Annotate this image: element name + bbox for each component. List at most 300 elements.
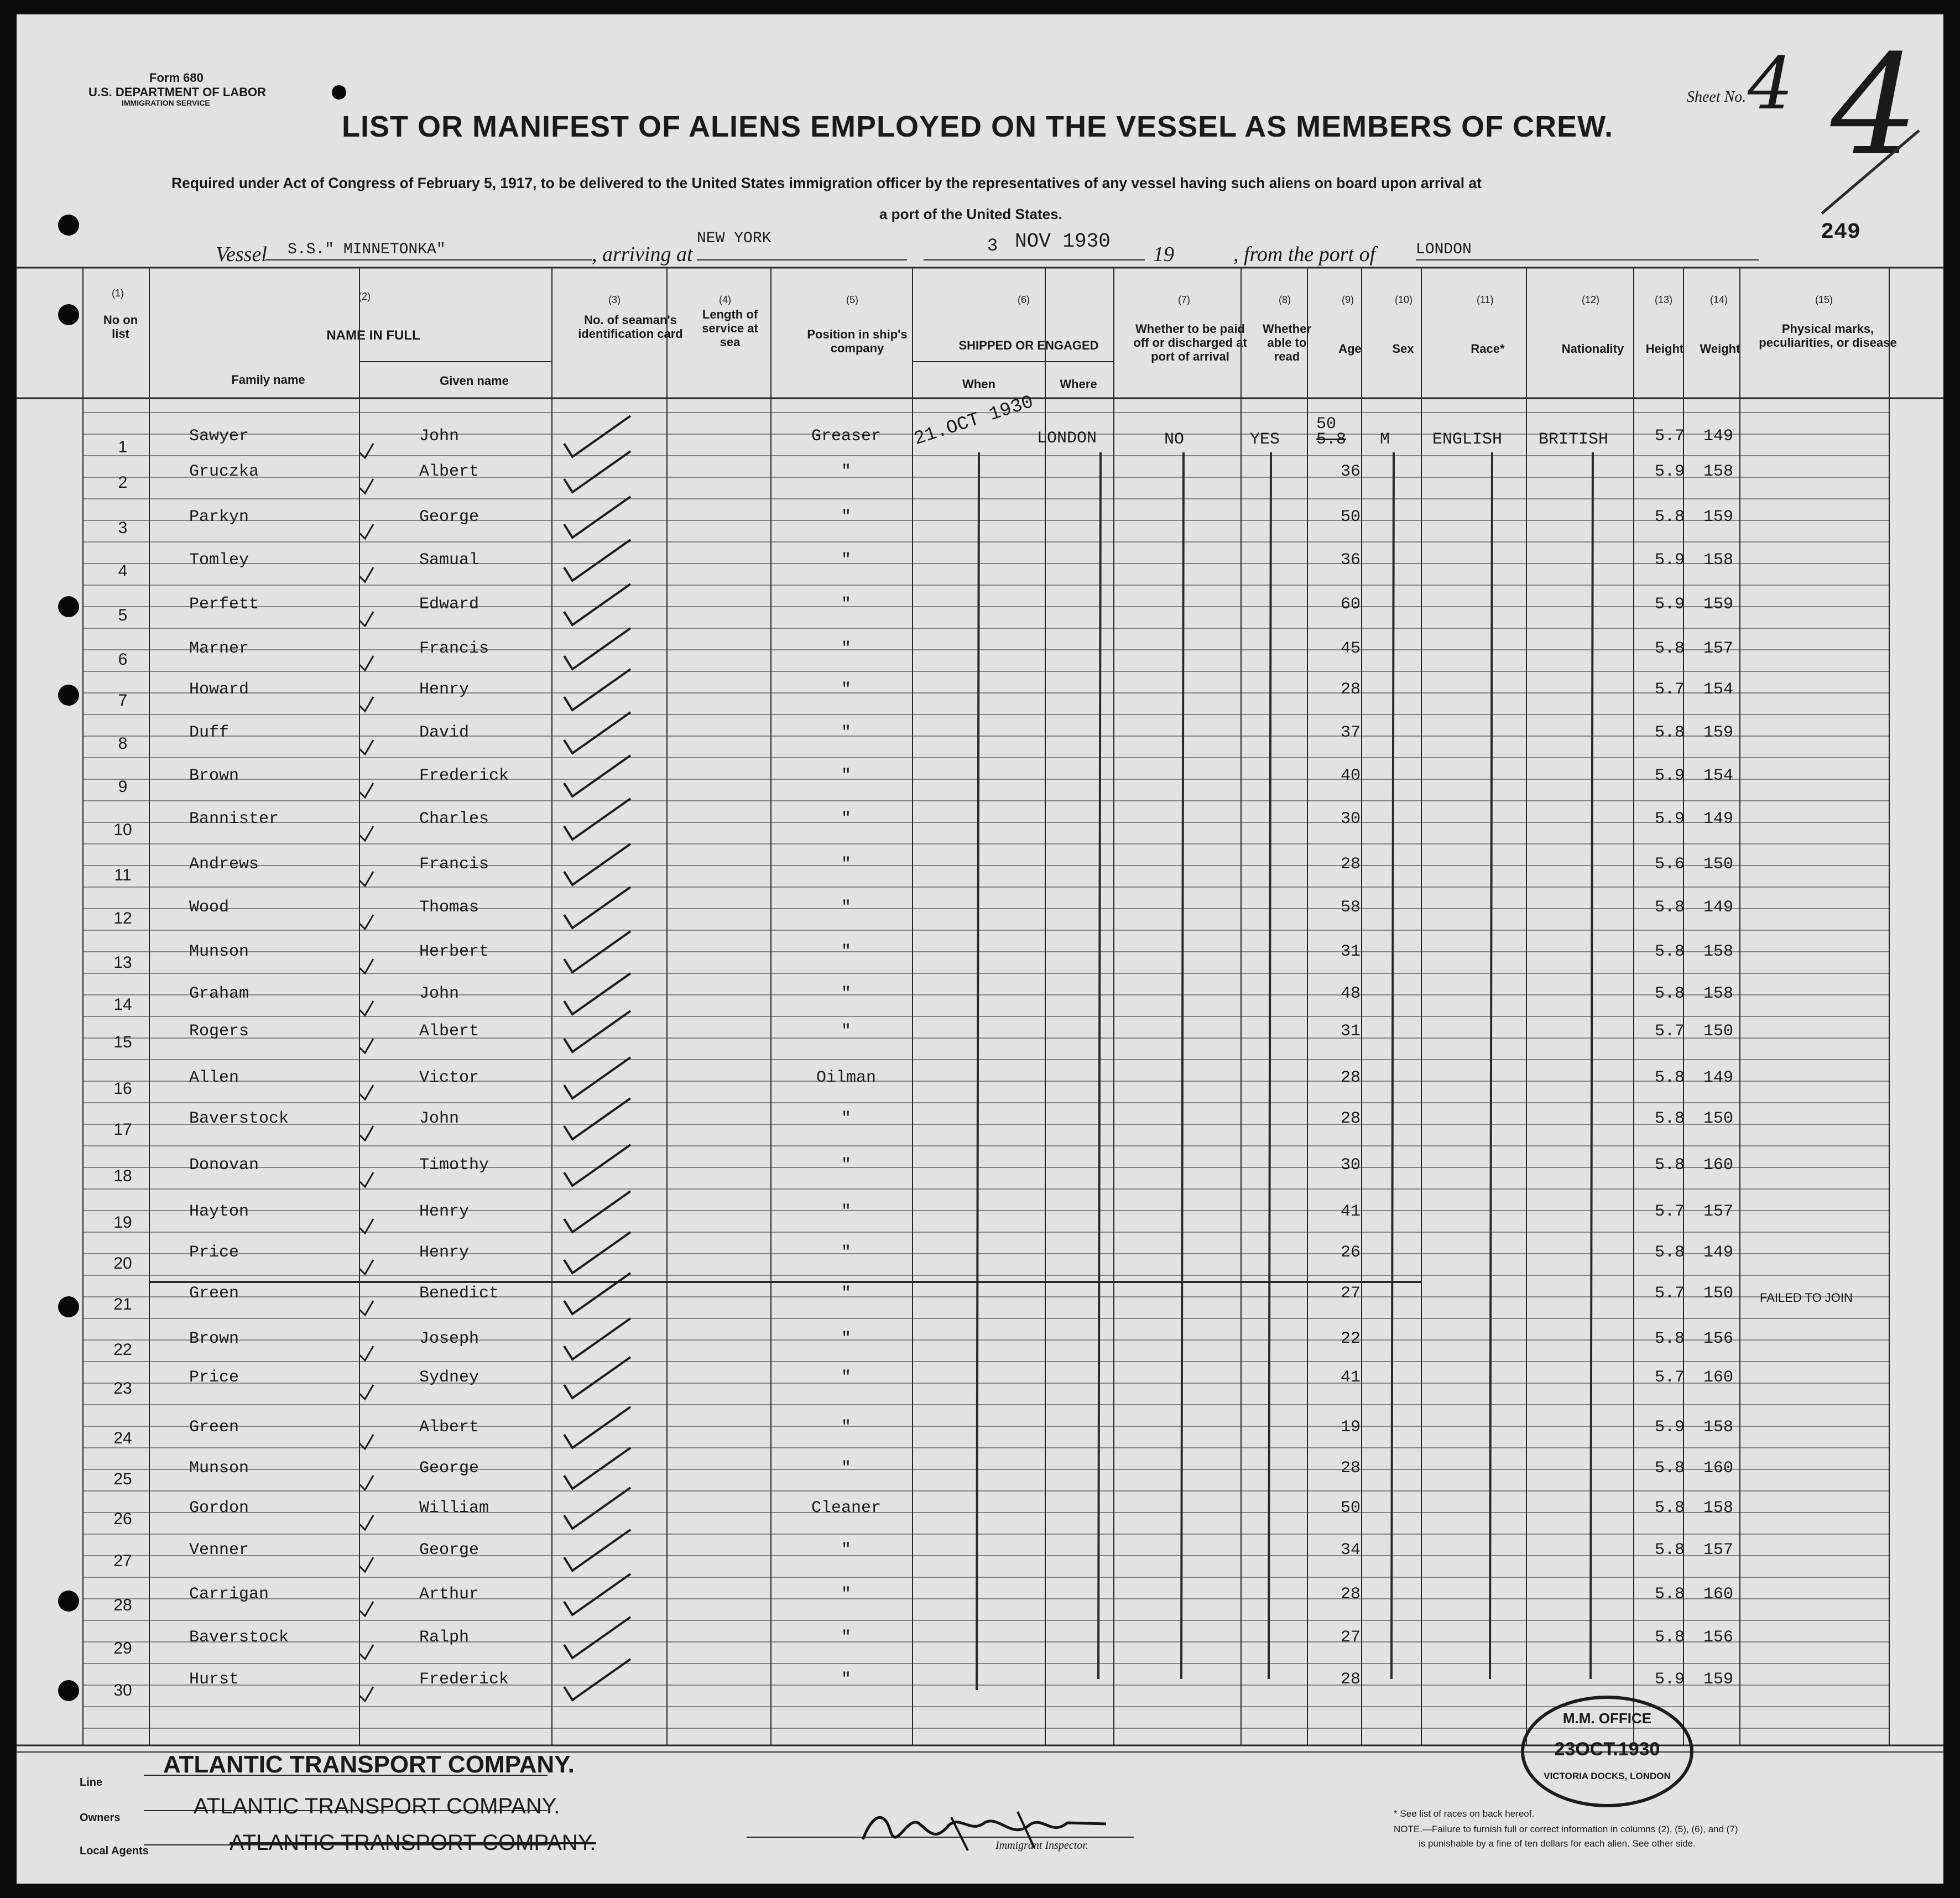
able-to-read: YES <box>1250 430 1280 449</box>
stamp-top: M.M. OFFICE <box>1562 1710 1652 1727</box>
cell-position: " <box>841 1418 852 1437</box>
cell-position: " <box>841 462 852 481</box>
cell-no: 26 <box>113 1510 132 1528</box>
cell-height: 5.9 <box>1655 551 1685 570</box>
cell-family: Perfett <box>189 595 259 614</box>
check-mark <box>564 1011 630 1052</box>
col-num-11: (11) <box>1477 294 1494 305</box>
service-name: IMMIGRATION SERVICE <box>122 98 210 107</box>
cell-family: Hurst <box>189 1670 239 1689</box>
cell-weight: 150 <box>1703 1284 1734 1303</box>
agents-label: Local Agents <box>80 1845 149 1857</box>
cell-height: 5.9 <box>1655 595 1685 614</box>
col-num-12: (12) <box>1582 294 1600 305</box>
col-header-no: No on list <box>103 313 138 341</box>
sex: M <box>1380 430 1390 449</box>
cell-weight: 159 <box>1703 595 1734 614</box>
cell-no: 29 <box>113 1639 132 1657</box>
col-num-6: (6) <box>1018 294 1030 305</box>
col-num-4: (4) <box>719 294 731 305</box>
cell-position: " <box>841 1541 852 1560</box>
check-mark <box>564 1659 630 1700</box>
cell-height: 5.8 <box>1655 1109 1685 1128</box>
cell-family: Wood <box>189 898 230 917</box>
cell-no: 27 <box>113 1552 132 1570</box>
cell-height: 5.7 <box>1655 427 1685 446</box>
cell-position: " <box>841 942 852 961</box>
cell-no: 22 <box>113 1341 132 1359</box>
check-mark <box>564 1232 630 1273</box>
cell-family: Green <box>189 1418 239 1437</box>
cell-no: 7 <box>118 691 128 710</box>
cell-given: John <box>419 427 460 446</box>
cell-age: 28 <box>1340 1459 1361 1478</box>
col-header-sex: Sex <box>1392 342 1414 356</box>
check-mark <box>564 1318 630 1359</box>
cell-height: 5.7 <box>1655 1022 1685 1041</box>
cell-age: 48 <box>1340 984 1361 1003</box>
cell-position: " <box>841 1459 852 1478</box>
cell-no: 4 <box>118 562 128 580</box>
sheet-number: 4 <box>1748 41 1794 126</box>
check-mark-small <box>359 612 373 626</box>
cell-weight: 157 <box>1703 1202 1734 1221</box>
cell-position: " <box>841 1109 852 1128</box>
cell-weight: 150 <box>1703 855 1734 874</box>
cell-given: Edward <box>419 595 479 614</box>
check-mark <box>564 451 630 492</box>
cell-given: Sydney <box>419 1368 479 1387</box>
cell-age: 36 <box>1340 462 1361 481</box>
cell-height: 5.7 <box>1655 680 1685 699</box>
check-mark-small <box>359 524 373 539</box>
cell-height: 5.8 <box>1655 984 1685 1003</box>
cell-height: 5.9 <box>1655 462 1685 481</box>
col-header-read: Whether able to read <box>1263 322 1311 363</box>
check-mark <box>564 712 630 753</box>
check-mark-small <box>359 1301 373 1315</box>
cell-age: 40 <box>1340 766 1361 785</box>
cell-no: 23 <box>113 1379 132 1398</box>
race-note: * See list of races on back hereof. <box>1394 1808 1535 1819</box>
cell-position: " <box>841 1243 852 1262</box>
cell-position: " <box>841 766 852 785</box>
cell-given: Frederick <box>419 1670 509 1689</box>
ditto-stroke <box>1391 452 1394 1679</box>
check-mark-small <box>359 1385 373 1399</box>
cell-family: Brown <box>189 1329 239 1348</box>
cell-age: 45 <box>1340 639 1361 658</box>
check-mark-small <box>359 1346 373 1360</box>
shipped-date-stamp: 21.OCT 1930 <box>911 392 1036 450</box>
sheet-slash <box>1822 131 1919 213</box>
check-mark <box>564 1191 630 1232</box>
cell-height: 5.8 <box>1655 1459 1685 1478</box>
cell-given: Ralph <box>419 1628 470 1647</box>
cell-given: Herbert <box>419 942 489 961</box>
page-number: 249 <box>1821 220 1861 245</box>
cell-weight: 160 <box>1703 1459 1734 1478</box>
check-mark-small <box>359 872 373 886</box>
stamp-date: 23OCT.1930 <box>1554 1739 1660 1760</box>
cell-family: Allen <box>189 1068 239 1087</box>
cell-family: Donovan <box>189 1156 259 1175</box>
check-mark-small <box>359 479 373 493</box>
col-header-physical: Physical marks, peculiarities, or disease <box>1759 322 1897 350</box>
cell-height: 5.9 <box>1655 1670 1685 1689</box>
cell-given: John <box>419 1109 460 1128</box>
col-header-race: Race* <box>1471 342 1505 356</box>
agents-value: ATLANTIC TRANSPORT COMPANY. <box>230 1831 596 1855</box>
ditto-stroke <box>1181 452 1184 1679</box>
age-correction: 50 <box>1316 415 1337 434</box>
cell-given: Victor <box>419 1068 479 1087</box>
cell-family: Duff <box>189 723 230 742</box>
check-mark <box>564 540 630 581</box>
cell-no: 15 <box>113 1033 132 1051</box>
vessel-name: S.S." MINNETONKA" <box>288 241 446 258</box>
ditto-stroke <box>1098 452 1101 1679</box>
cell-family: Parkyn <box>189 508 249 526</box>
check-mark <box>564 497 630 538</box>
cell-age: 26 <box>1340 1243 1361 1262</box>
cell-weight: 149 <box>1703 898 1734 917</box>
cell-position: " <box>841 1156 852 1175</box>
cell-age: 28 <box>1340 680 1361 699</box>
cell-height: 5.8 <box>1655 1628 1685 1647</box>
cell-family: Green <box>189 1284 239 1303</box>
arriving-port: NEW YORK <box>697 230 772 247</box>
cell-no: 12 <box>113 909 132 927</box>
check-mark <box>564 799 630 839</box>
col-num-2: (2) <box>358 291 371 302</box>
cell-height: 5.8 <box>1655 898 1685 917</box>
col-num-13: (13) <box>1655 294 1673 305</box>
cell-family: Baverstock <box>189 1628 289 1647</box>
cell-height: 5.7 <box>1655 1202 1685 1221</box>
cell-age: 58 <box>1340 898 1361 917</box>
race: ENGLISH <box>1432 430 1503 449</box>
cell-weight: 157 <box>1703 639 1734 658</box>
cell-weight: 158 <box>1703 462 1734 481</box>
cell-weight: 160 <box>1703 1585 1734 1604</box>
check-mark <box>564 755 630 796</box>
col-header-nationality: Nationality <box>1561 342 1624 356</box>
cell-given: Henry <box>419 1243 470 1262</box>
check-mark-small <box>359 656 373 670</box>
cell-age: 28 <box>1340 1068 1361 1087</box>
check-mark <box>564 1574 630 1615</box>
col-num-9: (9) <box>1342 294 1354 305</box>
check-mark <box>564 844 630 885</box>
cell-given: Thomas <box>419 898 479 917</box>
cell-no: 10 <box>113 821 132 839</box>
check-mark <box>564 1448 630 1489</box>
cell-position: " <box>841 595 852 614</box>
cell-position: " <box>841 551 852 570</box>
sheet-number-large: 4 <box>1831 25 1919 186</box>
cell-weight: 154 <box>1703 680 1734 699</box>
cell-no: 11 <box>114 866 132 884</box>
cell-height: 5.8 <box>1655 508 1685 526</box>
cell-age: 28 <box>1340 1585 1361 1604</box>
cell-weight: 150 <box>1703 1022 1734 1041</box>
check-mark-small <box>359 1687 373 1701</box>
cell-no: 1 <box>118 438 128 456</box>
cell-height: 5.9 <box>1655 1418 1685 1437</box>
check-mark <box>564 416 630 457</box>
cell-family: Tomley <box>189 551 249 570</box>
check-mark <box>564 669 630 710</box>
check-mark <box>564 1145 630 1186</box>
cell-family: Sawyer <box>189 427 249 446</box>
col-header-name: NAME IN FULL <box>326 328 420 343</box>
cell-no: 8 <box>118 734 128 753</box>
cell-age: 27 <box>1340 1628 1361 1647</box>
cell-family: Graham <box>189 984 249 1003</box>
check-mark-small <box>359 1645 373 1659</box>
cell-age: 19 <box>1340 1418 1361 1437</box>
shipped-where: LONDON <box>1037 429 1097 448</box>
arrival-month-year: NOV 1930 <box>1015 230 1111 253</box>
cell-given: George <box>419 1541 479 1560</box>
cell-age: 30 <box>1340 1156 1361 1175</box>
col-num-5: (5) <box>846 294 858 305</box>
cell-weight: 149 <box>1703 1243 1734 1262</box>
cell-height: 5.8 <box>1655 1541 1685 1560</box>
check-mark <box>564 628 630 669</box>
cell-family: Bannister <box>189 810 279 828</box>
sheet-number-label: Sheet No. <box>1687 88 1747 106</box>
cell-height: 5.8 <box>1655 1585 1685 1604</box>
cell-age: 27 <box>1340 1284 1361 1303</box>
cell-weight: 149 <box>1703 810 1734 828</box>
cell-family: Baverstock <box>189 1109 289 1128</box>
cell-weight: 158 <box>1703 1418 1734 1437</box>
cell-family: Howard <box>189 680 249 699</box>
office-stamp <box>1521 1696 1693 1807</box>
cell-position: " <box>841 680 852 699</box>
manifest-subtitle-1: Required under Act of Congress of February 5, 1917, to be delivered to the United States immigration officer by the representatives of any vessel having such aliens on board upon arrival at <box>171 175 1482 191</box>
inspector-label: Immigrant Inspector. <box>995 1839 1088 1852</box>
cell-age: 28 <box>1340 1670 1361 1689</box>
ditto-stroke <box>977 452 979 1690</box>
col-header-weight: Weight <box>1700 342 1740 356</box>
stamp-bottom: VICTORIA DOCKS, LONDON <box>1544 1771 1671 1781</box>
penalty-note-2: is punishable by a fine of ten dollars for each alien. See other side. <box>1419 1838 1696 1849</box>
cell-given: Francis <box>419 855 489 874</box>
cell-age: 50 <box>1340 1499 1361 1518</box>
cell-position: " <box>841 1670 852 1689</box>
cell-age: 30 <box>1340 810 1361 828</box>
cell-family: Andrews <box>189 855 259 874</box>
cell-no: 28 <box>113 1596 132 1614</box>
check-mark-small <box>359 1126 373 1140</box>
cell-no: 25 <box>113 1470 132 1488</box>
cell-given: Henry <box>419 680 470 699</box>
cell-no: 16 <box>113 1080 132 1098</box>
cell-family: Gordon <box>189 1499 249 1518</box>
cell-age: 37 <box>1340 723 1361 742</box>
cell-position: " <box>841 508 852 526</box>
cell-weight: 157 <box>1703 1541 1734 1560</box>
ditto-stroke <box>1269 452 1271 1679</box>
cell-no: 6 <box>118 650 128 669</box>
arriving-label: , arriving at <box>592 243 693 266</box>
line-value: ATLANTIC TRANSPORT COMPANY. <box>163 1751 575 1778</box>
cell-position: " <box>841 1284 852 1303</box>
cell-family: Brown <box>189 766 239 785</box>
check-mark-small <box>359 1557 373 1572</box>
manifest-title: LIST OR MANIFEST OF ALIENS EMPLOYED ON THE VESSEL AS MEMBERS OF CREW. <box>342 110 1614 143</box>
cell-position: " <box>841 639 852 658</box>
cell-position: Oilman <box>816 1068 877 1087</box>
ditto-stroke <box>1490 452 1492 1679</box>
check-mark <box>564 973 630 1014</box>
cell-given: Frederick <box>419 766 509 785</box>
check-mark-small <box>359 826 373 841</box>
cell-weight: 160 <box>1703 1368 1734 1387</box>
cell-position: Greaser <box>811 427 882 446</box>
check-mark-small <box>359 1219 373 1233</box>
cell-no: 3 <box>118 519 128 537</box>
cell-given: Albert <box>419 462 479 481</box>
cell-family: Hayton <box>189 1202 249 1221</box>
inspector-signature <box>852 1801 1117 1861</box>
check-mark-small <box>359 567 373 582</box>
check-mark-small <box>359 959 373 973</box>
cell-family: Price <box>189 1243 239 1262</box>
cell-age: 28 <box>1340 1109 1361 1128</box>
vessel-label: Vessel <box>216 243 267 266</box>
cell-height: 5.7 <box>1655 1368 1685 1387</box>
check-mark-small <box>359 1475 373 1490</box>
col-header-age: Age <box>1338 342 1362 356</box>
cell-family: Gruczka <box>189 462 259 481</box>
cell-given: George <box>419 508 479 526</box>
paid-off: NO <box>1164 430 1185 449</box>
cell-position: " <box>841 1628 852 1647</box>
check-mark <box>564 1407 630 1448</box>
cell-no: 17 <box>113 1120 132 1139</box>
ditto-stroke <box>1591 452 1593 1679</box>
cell-family: Munson <box>189 942 249 961</box>
check-mark <box>564 887 630 928</box>
manifest-subtitle-2: a port of the United States. <box>879 206 1062 222</box>
cell-no: 21 <box>113 1295 132 1313</box>
check-mark <box>564 1357 630 1398</box>
owners-value: ATLANTIC TRANSPORT COMPANY. <box>194 1794 560 1818</box>
cell-age: 50 <box>1340 508 1361 526</box>
cell-position: " <box>841 898 852 917</box>
cell-weight: 159 <box>1703 1670 1734 1689</box>
col-header-shipped: SHIPPED OR ENGAGED <box>958 338 1099 352</box>
cell-age: 28 <box>1340 855 1361 874</box>
age-struck: 5.8 <box>1316 430 1347 449</box>
cell-position: " <box>841 1368 852 1387</box>
check-mark-small <box>359 783 373 797</box>
cell-given: Timothy <box>419 1156 489 1175</box>
check-mark <box>564 1530 630 1571</box>
col-header-given: Given name <box>440 374 509 388</box>
cell-no: 9 <box>118 778 128 796</box>
col-num-3: (3) <box>608 294 621 305</box>
check-mark-small <box>359 1172 373 1187</box>
cell-position: " <box>841 855 852 874</box>
cell-height: 5.8 <box>1655 723 1685 742</box>
col-num-8: (8) <box>1279 294 1291 305</box>
cell-remarks: FAILED TO JOIN <box>1760 1291 1853 1305</box>
cell-age: 31 <box>1340 942 1361 961</box>
cell-family: Marner <box>189 639 249 658</box>
check-mark-small <box>359 1085 373 1099</box>
cell-family: Munson <box>189 1459 249 1478</box>
col-header-family: Family name <box>231 373 305 387</box>
cell-age: 34 <box>1340 1541 1361 1560</box>
cell-age: 60 <box>1340 595 1361 614</box>
cell-given: Albert <box>419 1022 479 1041</box>
check-mark-small <box>359 1515 373 1530</box>
cell-given: Albert <box>419 1418 479 1437</box>
cell-age: 41 <box>1340 1368 1361 1387</box>
cell-height: 5.8 <box>1655 1243 1685 1262</box>
cell-position: " <box>841 1202 852 1221</box>
check-mark <box>564 1057 630 1098</box>
check-mark <box>564 1617 630 1658</box>
cell-position: " <box>841 810 852 828</box>
cell-given: George <box>419 1459 479 1478</box>
col-num-1: (1) <box>112 288 124 299</box>
penalty-note-1: NOTE.—Failure to furnish full or correct information in columns (2), (5), (6), and (7) <box>1394 1824 1738 1834</box>
cell-height: 5.8 <box>1655 942 1685 961</box>
col-num-10: (10) <box>1395 294 1413 305</box>
cell-given: David <box>419 723 470 742</box>
cell-family: Carrigan <box>189 1585 269 1604</box>
cell-height: 5.6 <box>1655 855 1685 874</box>
check-mark-small <box>359 1435 373 1449</box>
cell-weight: 159 <box>1703 508 1734 526</box>
col-num-7: (7) <box>1178 294 1190 305</box>
check-mark-small <box>359 740 373 754</box>
cell-weight: 149 <box>1703 1068 1734 1087</box>
check-mark-small <box>359 697 373 711</box>
department-name: U.S. DEPARTMENT OF LABOR <box>88 85 267 99</box>
cell-position: " <box>841 1329 852 1348</box>
check-mark <box>564 584 630 625</box>
cell-given: Joseph <box>419 1329 479 1348</box>
cell-height: 5.8 <box>1655 1156 1685 1175</box>
cell-age: 22 <box>1340 1329 1361 1348</box>
cell-weight: 154 <box>1703 766 1734 785</box>
cell-position: Cleaner <box>811 1499 882 1518</box>
cell-height: 5.8 <box>1655 1499 1685 1518</box>
arrival-day: 3 <box>987 236 998 256</box>
check-mark-small <box>359 1039 373 1053</box>
cell-given: John <box>419 984 460 1003</box>
cell-height: 5.8 <box>1655 639 1685 658</box>
check-mark-small <box>359 915 373 929</box>
cell-weight: 156 <box>1703 1329 1734 1348</box>
cell-position: " <box>841 1022 852 1041</box>
cell-no: 13 <box>113 953 132 972</box>
cell-no: 30 <box>113 1681 132 1699</box>
cell-given: Arthur <box>419 1585 479 1604</box>
cell-age: 36 <box>1340 551 1361 570</box>
col-header-position: Position in ship's company <box>807 327 908 355</box>
cell-given: William <box>419 1499 489 1518</box>
cell-given: Samual <box>419 551 479 570</box>
cell-given: Charles <box>419 810 489 828</box>
